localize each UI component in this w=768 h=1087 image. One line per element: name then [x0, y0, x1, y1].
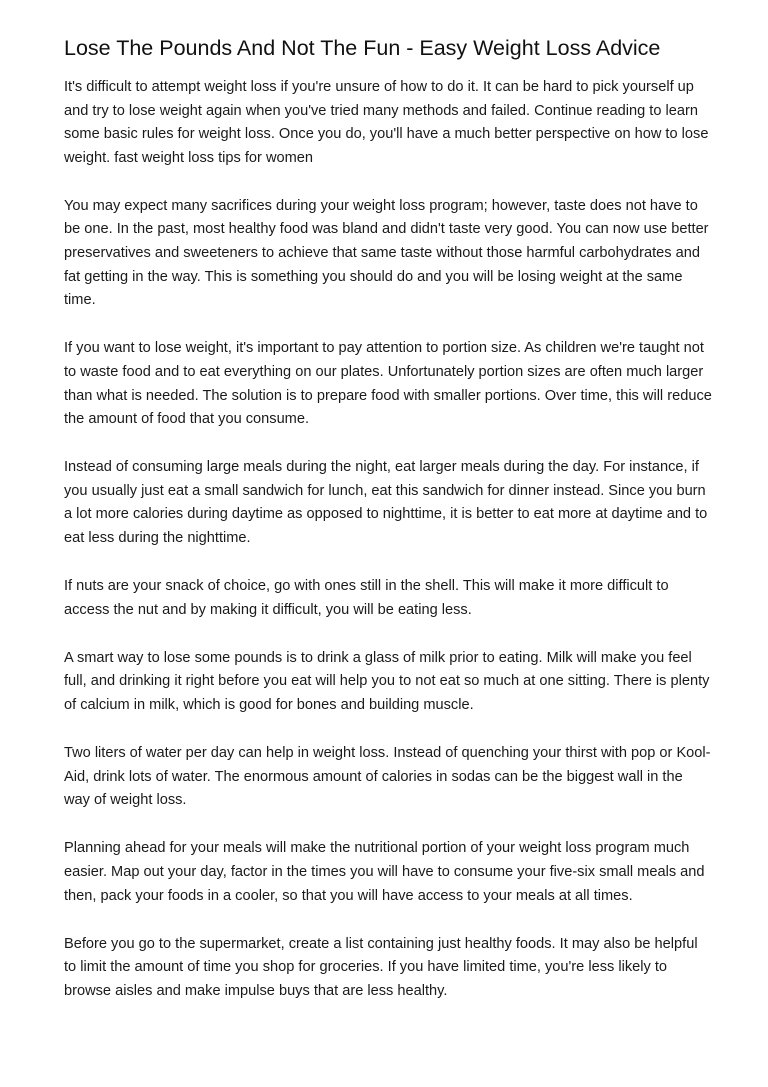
paragraph-8: Planning ahead for your meals will make the nutritional portion of your weight loss program much easier. Map out your day, factor in the times you will have to consume your five-six small meals and then, pack your foods in a cooler, so that you will have access to your meals at all times.: [64, 840, 705, 904]
paragraph-4: Instead of consuming large meals during the night, eat larger meals during the day. For instance, if you usually just eat a small sandwich for lunch, eat this sandwich for dinner instead. Since you burn a lot more calories during daytime as opposed to nighttime, it is better to eat more at daytime and to eat less during the nighttime.: [64, 459, 708, 546]
paragraph-2: You may expect many sacrifices during your weight loss program; however, taste does not have to be one. In the past, most healthy food was bland and didn't taste very good. You can now use better preservatives and sweeteners to achieve that same taste without those harmful carbohydrates and fat getting in the way. This is something you should do and you will be losing weight at the same time.: [64, 197, 709, 309]
paragraph-7: Two liters of water per day can help in weight loss. Instead of quenching your thirst with pop or Kool-Aid, drink lots of water. The enormous amount of calories in sodas can be the biggest wall in the way of weight loss.: [64, 745, 711, 809]
page-title: Lose The Pounds And Not The Fun - Easy Weight Loss Advice: [64, 36, 661, 60]
paragraph-9: Before you go to the supermarket, create a list containing just healthy foods. It may also be helpful to limit the amount of time you shop for groceries. If you have limited time, you're less likely to browse aisles and make impulse buys that are less healthy.: [64, 935, 698, 999]
paragraph-1: It's difficult to attempt weight loss if you're unsure of how to do it. It can be hard to pick yourself up and try to lose weight again when you've tried many methods and failed. Continue reading to learn some basic rules for weight loss. Once you do, you'll have a much better perspective on how to lose weight. fast weight loss tips for women: [64, 79, 709, 166]
paragraph-3: If you want to lose weight, it's important to pay attention to portion size. As children we're taught not to waste food and to eat everything on our plates. Unfortunately portion sizes are often much larger than what is needed. The solution is to prepare food with smaller portions. Over time, this will reduce the amount of food that you consume.: [64, 340, 712, 428]
paragraph-5: If nuts are your snack of choice, go with ones still in the shell. This will make it more difficult to access the nut and by making it difficult, you will be eating less.: [64, 578, 669, 618]
paragraph-6: A smart way to lose some pounds is to drink a glass of milk prior to eating. Milk will make you feel full, and drinking it right before you eat will help you to not eat so much at one sitting. There is plenty of calcium in milk, which is good for bones and building muscle.: [64, 649, 710, 713]
document-page: [64, 37, 712, 1028]
